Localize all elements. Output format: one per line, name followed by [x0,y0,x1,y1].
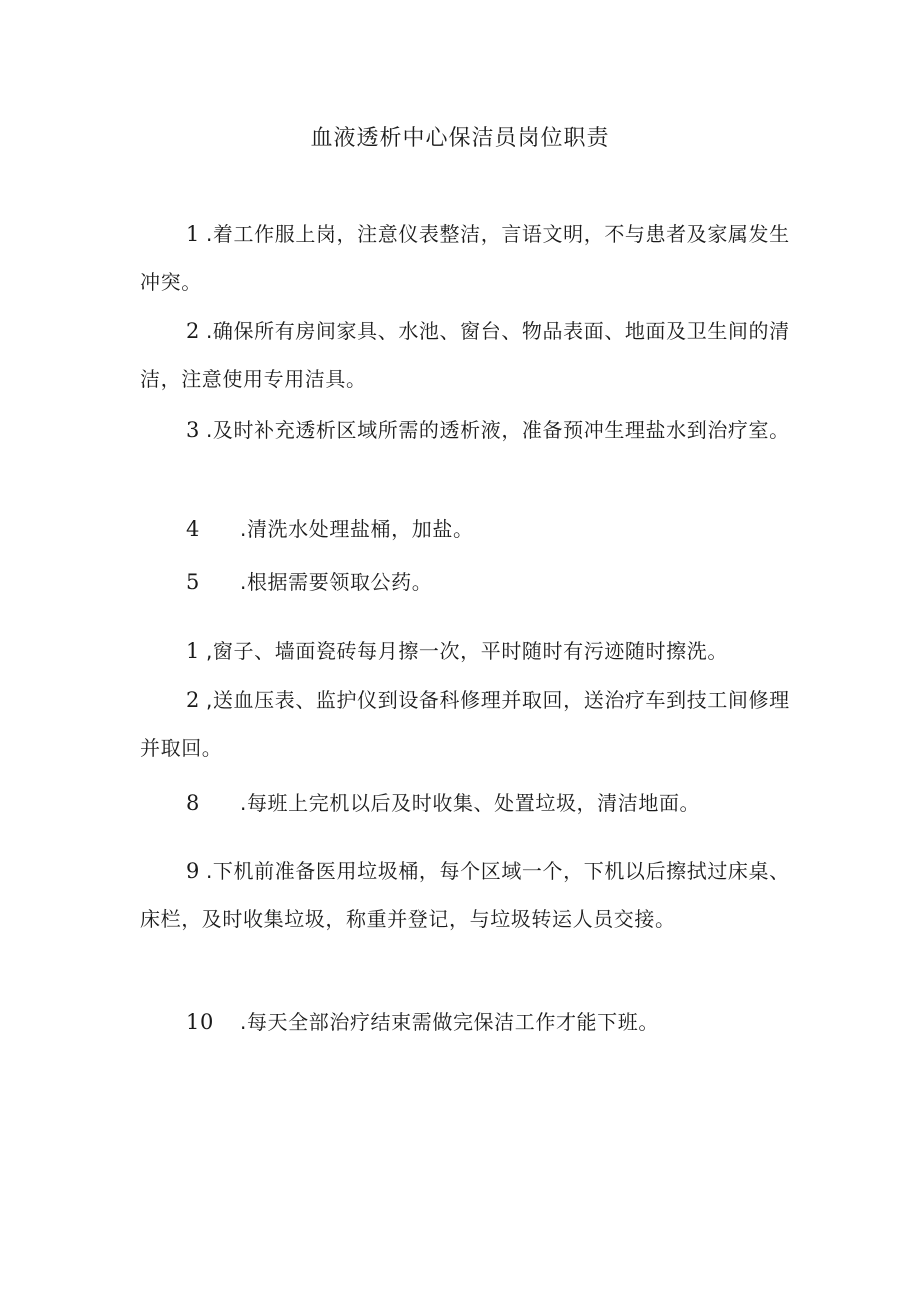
item-number: 2 [186,688,200,712]
item-number: 4 [186,517,200,541]
item-text: .着工作服上岗，注意仪表整洁，言语文明，不与患者及家属发生冲突。 [140,222,790,294]
duty-item-1 [140,210,790,306]
item-number: 1 [186,639,200,663]
duty-item-9 [140,847,790,943]
item-text: .下机前准备医用垃圾桶，每个区域一个，下机以后擦拭过床桌、床栏，及时收集垃圾，称重并登记，与垃圾转运人员交接。 [140,859,790,931]
item-text: ,送血压表、监护仪到设备科修理并取回，送治疗车到技工间修理并取回。 [140,688,790,760]
item-text: .每天全部治疗结束需做完保洁工作才能下班。 [240,1010,659,1034]
item-number: 5 [186,570,200,594]
item-text: .确保所有房间家具、水池、窗台、物品表面、地面及卫生间的清洁，注意使用专用洁具。 [140,319,790,391]
item-text: ,窗子、墙面瓷砖每月擦一次，平时随时有污迹随时擦洗。 [205,639,728,663]
duty-item-6 [140,627,810,675]
duty-item-5 [140,558,790,606]
document-title: 血液透析中心保洁员岗位职责 [310,126,610,151]
duty-item-10 [140,998,790,1046]
duty-item-4 [140,505,790,553]
item-number: 3 [186,418,200,442]
item-number: 10 [186,1010,214,1034]
item-text: .根据需要领取公药。 [240,570,433,594]
item-number: 1 [186,222,200,246]
duty-item-7 [140,676,790,772]
duty-item-3 [140,406,790,454]
item-number: 2 [186,319,200,343]
item-number: 9 [186,859,200,883]
duty-item-2 [140,307,790,403]
item-text: .每班上完机以后及时收集、处置垃圾，清洁地面。 [240,791,701,815]
item-text: .清洗水处理盐桶，加盐。 [240,517,474,541]
item-text: .及时补充透析区域所需的透析液，准备预冲生理盐水到治疗室。 [205,418,790,442]
item-number: 8 [186,791,200,815]
duty-item-8 [140,779,790,827]
